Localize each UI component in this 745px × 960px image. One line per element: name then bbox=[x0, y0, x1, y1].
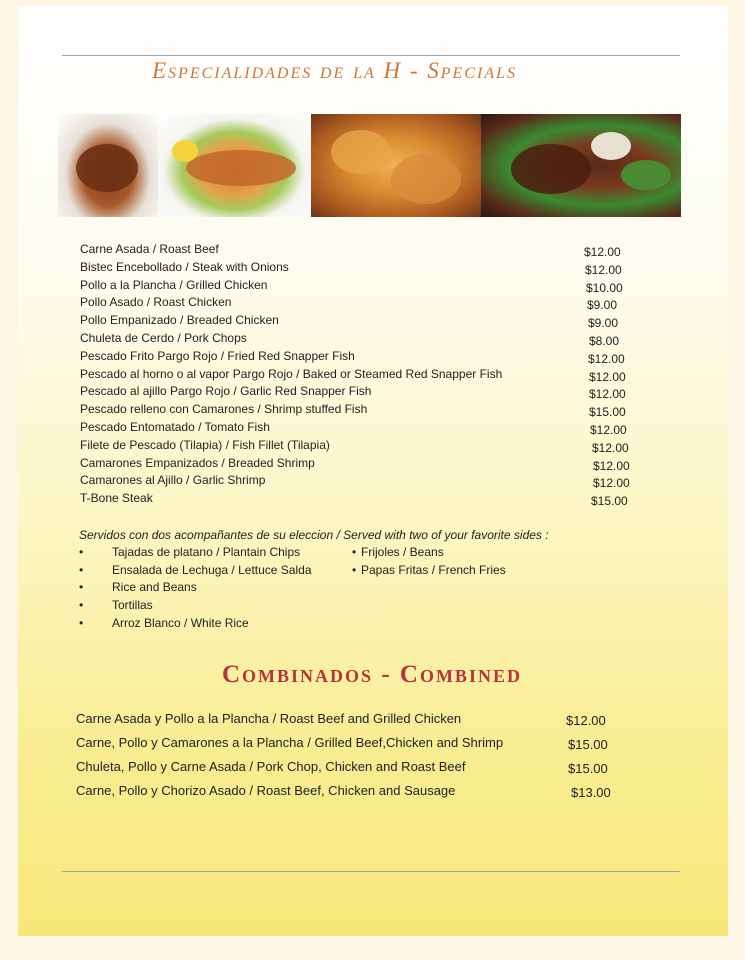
side-item: Rice and Beans bbox=[112, 580, 197, 594]
menu-item bbox=[80, 349, 640, 367]
item-name: Chuleta de Cerdo / Pork Chops bbox=[80, 330, 247, 345]
bullet: • bbox=[352, 545, 357, 559]
item-price: $12.00 bbox=[589, 369, 626, 384]
menu-item bbox=[80, 491, 640, 509]
combo-item bbox=[76, 711, 636, 735]
item-price: $12.00 bbox=[584, 245, 621, 259]
menu-item bbox=[80, 367, 640, 385]
specials-list bbox=[80, 242, 640, 509]
item-price: $12.00 bbox=[593, 476, 630, 491]
item-price: $12.00 bbox=[588, 351, 625, 366]
combined-title: Combinados - Combined bbox=[222, 661, 522, 688]
item-name: Pescado Entomatado / Tomato Fish bbox=[80, 419, 270, 434]
bullet: • bbox=[79, 545, 84, 559]
item-name: Carne Asada / Roast Beef bbox=[80, 242, 219, 256]
menu-item bbox=[80, 473, 640, 491]
item-name: Camarones Empanizados / Breaded Shrimp bbox=[80, 455, 315, 470]
specials-title: Especialidades de la H - Specials bbox=[152, 58, 517, 83]
item-price: $12.00 bbox=[590, 422, 627, 437]
item-price: $15.00 bbox=[591, 494, 628, 509]
menu-item bbox=[80, 295, 640, 313]
item-name: Chuleta, Pollo y Carne Asada / Pork Chop, Chicken and Roast Beef bbox=[76, 759, 466, 774]
bullet: • bbox=[79, 616, 84, 630]
item-price: $10.00 bbox=[586, 280, 623, 295]
item-price: $9.00 bbox=[587, 298, 618, 313]
item-name: Pescado al horno o al vapor Pargo Rojo / Baked or Steamed Red Snapper Fish bbox=[80, 366, 503, 381]
item-price: $15.00 bbox=[568, 737, 608, 752]
combo-item bbox=[76, 735, 636, 759]
combo-item bbox=[76, 783, 636, 807]
item-price: $12.00 bbox=[592, 440, 629, 455]
side-item: Tortillas bbox=[112, 598, 153, 612]
item-price: $12.00 bbox=[566, 713, 606, 728]
item-name: Pescado al ajillo Pargo Rojo / Garlic Red Snapper Fish bbox=[80, 384, 372, 399]
photo-fried-fish bbox=[158, 114, 311, 217]
item-name: Pollo Empanizado / Breaded Chicken bbox=[80, 313, 279, 328]
side-item: Papas Fritas / French Fries bbox=[361, 563, 506, 577]
menu-item bbox=[80, 331, 640, 349]
bottom-divider bbox=[62, 871, 680, 872]
item-name: Carne, Pollo y Chorizo Asado / Roast Beef, Chicken and Sausage bbox=[76, 783, 456, 798]
side-item: Tajadas de platano / Plantain Chips bbox=[112, 545, 301, 559]
item-price: $15.00 bbox=[589, 405, 626, 420]
menu-item bbox=[80, 313, 640, 331]
side-item: Arroz Blanco / White Rice bbox=[112, 616, 249, 630]
menu-item bbox=[80, 438, 640, 456]
item-price: $12.00 bbox=[585, 262, 622, 277]
photo-steak-onions bbox=[58, 114, 158, 217]
menu-item bbox=[80, 242, 640, 260]
item-price: $12.00 bbox=[593, 458, 630, 473]
bullet: • bbox=[79, 580, 84, 594]
item-name: Filete de Pescado (Tilapia) / Fish Fillet (Tilapia) bbox=[80, 437, 330, 452]
side-item: Ensalada de Lechuga / Lettuce Salda bbox=[112, 563, 312, 577]
menu-item bbox=[80, 402, 640, 420]
top-divider bbox=[62, 55, 680, 56]
menu-item bbox=[80, 456, 640, 474]
item-name: Pollo Asado / Roast Chicken bbox=[80, 295, 232, 310]
combo-item bbox=[76, 759, 636, 783]
side-item: Frijoles / Beans bbox=[361, 545, 444, 559]
photo-grilled-platter bbox=[481, 114, 681, 217]
item-name: T-Bone Steak bbox=[80, 491, 153, 506]
bullet: • bbox=[79, 598, 84, 612]
combined-list bbox=[76, 711, 636, 807]
item-price: $8.00 bbox=[589, 333, 620, 348]
item-name: Pescado Frito Pargo Rojo / Fried Red Snapper Fish bbox=[80, 348, 355, 363]
bullet: • bbox=[352, 563, 357, 577]
item-name: Bistec Encebollado / Steak with Onions bbox=[80, 259, 289, 274]
bullet: • bbox=[79, 563, 84, 577]
item-price: $12.00 bbox=[589, 387, 626, 402]
item-price: $13.00 bbox=[571, 785, 611, 800]
item-name: Camarones al Ajillo / Garlic Shrimp bbox=[80, 473, 266, 488]
item-price: $9.00 bbox=[588, 316, 619, 331]
menu-item bbox=[80, 420, 640, 438]
photo-breaded-shrimp bbox=[311, 114, 481, 217]
menu-item bbox=[80, 278, 640, 296]
item-name: Pollo a la Plancha / Grilled Chicken bbox=[80, 277, 268, 292]
item-price: $15.00 bbox=[568, 761, 608, 776]
item-name: Pescado relleno con Camarones / Shrimp stuffed Fish bbox=[80, 402, 368, 417]
item-name: Carne Asada y Pollo a la Plancha / Roast Beef and Grilled Chicken bbox=[76, 711, 462, 726]
item-name: Carne, Pollo y Camarones a la Plancha / Grilled Beef,Chicken and Shrimp bbox=[76, 735, 504, 750]
menu-item bbox=[80, 384, 640, 402]
food-photo-strip bbox=[58, 114, 681, 217]
sides-heading: Servidos con dos acompañantes de su eleccion / Served with two of your favorite sides : bbox=[79, 528, 549, 542]
menu-item bbox=[80, 260, 640, 278]
